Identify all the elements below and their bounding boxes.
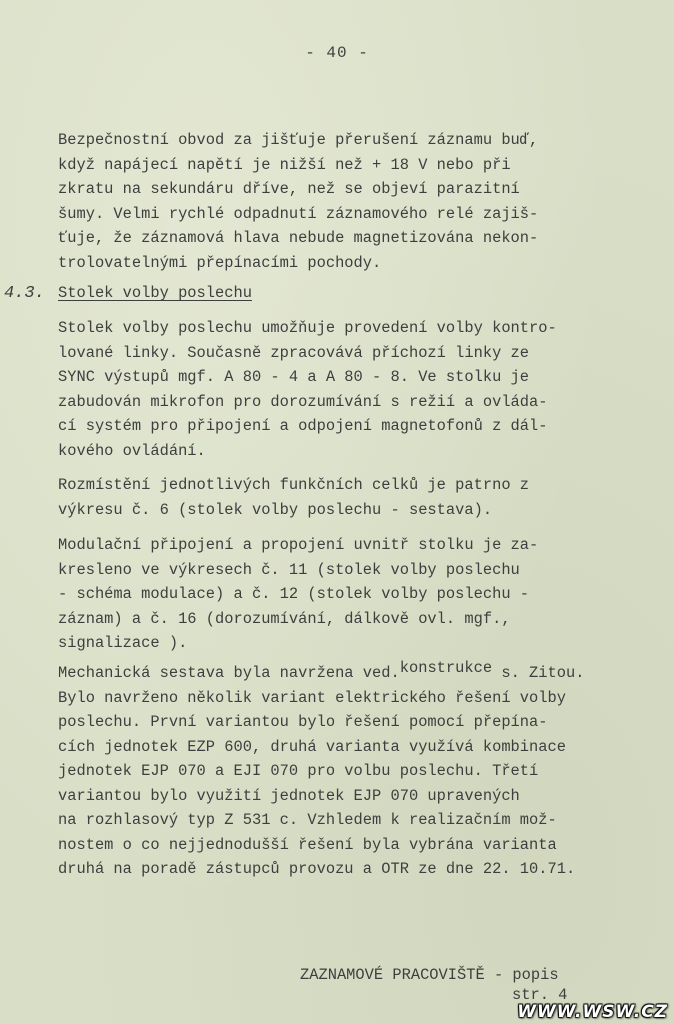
text-line: poslechu. První variantou bylo řešení pomocí přepína- [58, 713, 548, 731]
text-line: kresleno ve výkresech č. 11 (stolek volby poslechu [58, 560, 520, 579]
watermark: WWW.WSW.CZ [517, 1002, 668, 1022]
text-line: trolovatelnými přepínacími pochody. [58, 253, 382, 272]
superscript-insertion: konstrukce [399, 659, 493, 677]
text-line: Bylo navrženo několik variant elektrického řešení volby [58, 688, 566, 707]
text-line [58, 661, 584, 686]
page-number: - 40 - [305, 44, 369, 62]
section-heading: Stolek volby poslechu [58, 284, 252, 302]
paragraph-layout [58, 473, 529, 522]
text-line: nostem o co nejjednodušší řešení byla vybrána varianta [58, 835, 557, 854]
text-line: záznam) a č. 16 (dorozumívání, dálkově ovl. mgf., [58, 609, 511, 628]
text-line: když napájecí napětí je nižší než + 18 V nebo při [58, 155, 511, 174]
footer-page-number: str. 4 [512, 986, 568, 1004]
text-line: lované linky. Současně zpracovává příchozí linky ze [58, 343, 530, 362]
text-line: Rozmístění jednotlivých funkčních celků je patrno z [58, 476, 530, 494]
text-line: SYNC výstupů mgf. A 80 - 4 a A 80 - 8. Ve stolku je [58, 368, 530, 386]
text-line: Bezpečnostní obvod za jišťuje přerušení záznamu buď, [58, 131, 539, 149]
text-line: šumy. Velmi rychlé odpadnutí záznamového relé zajiš- [58, 204, 539, 223]
text-line: Stolek volby poslechu umožňuje provedení volby kontro- [58, 319, 557, 337]
text-line: zabudován mikrofon pro dorozumívání s režií a ovláda- [58, 392, 548, 411]
paragraph-safety-circuit [58, 128, 538, 275]
text-line-end: s. Zitou. [492, 664, 585, 682]
text-line: - schéma modulace) a č. 12 (stolek volby poslechu - [58, 585, 530, 603]
text-line: signalizace ). [58, 634, 188, 652]
text-line: variantou bylo využití jednotek EJP 070 upravených [58, 786, 520, 805]
text-line: výkresu č. 6 (stolek volby poslechu - sestava). [58, 500, 493, 519]
text-line: cích jednotek EZP 600, druhá varianta využívá kombinace [58, 737, 566, 756]
text-line: jednotek EJP 070 a EJI 070 pro volbu poslechu. Třetí [58, 762, 539, 780]
footer-title: ZAZNAMOVÉ PRACOVIŠTĚ - popis [300, 966, 559, 984]
paragraph-modulation [58, 533, 538, 656]
text-line: druhá na poradě zástupců provozu a OTR ze dne 22. 10.71. [58, 860, 576, 878]
text-line: zkratu na sekundáru dříve, než se objeví parazitní [58, 180, 520, 198]
text-line: ťuje, že záznamová hlava nebude magnetizována nekon- [58, 229, 539, 247]
section-number: 4.3. [4, 284, 45, 303]
text-line: cí systém pro připojení a odpojení magnetofonů z dál- [58, 417, 548, 435]
text-line: Modulační připojení a propojení uvnitř stolku je za- [58, 536, 539, 554]
paragraph-listening-desk [58, 316, 557, 463]
paragraph-mechanical [58, 661, 584, 882]
text-line-start: Mechanická sestava byla navržena ved. [58, 664, 400, 682]
text-line: kového ovládání. [58, 441, 206, 460]
text-line: na rozhlasový typ Z 531 c. Vzhledem k realizačním mož- [58, 811, 557, 829]
